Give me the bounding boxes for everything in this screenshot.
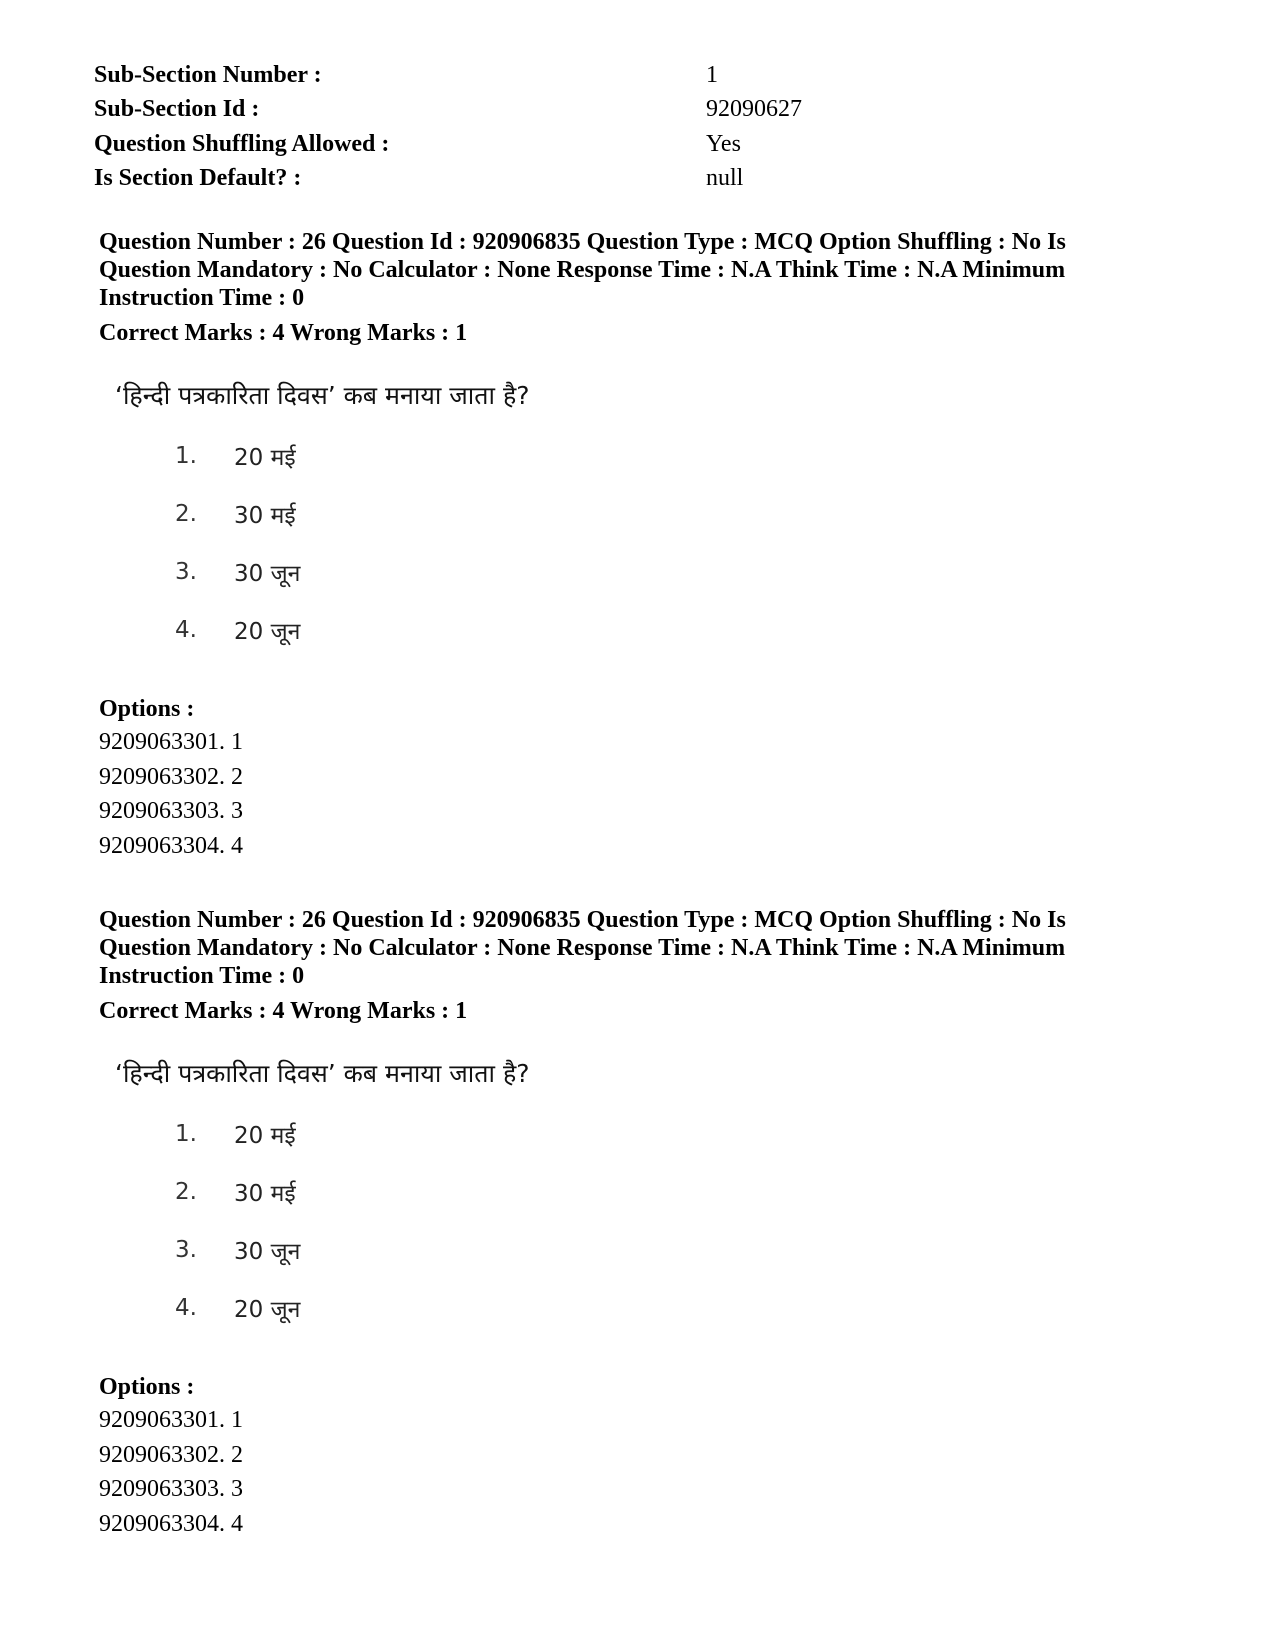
option-id-line: 9209063303. 3 <box>99 798 243 824</box>
choice-text: 20 मई <box>234 445 296 471</box>
question-marks: Correct Marks : 4 Wrong Marks : 1 <box>99 998 468 1024</box>
meta-row <box>94 127 814 162</box>
choice-number: 4. <box>175 1295 197 1321</box>
option-id-line: 9209063302. 2 <box>99 1441 243 1468</box>
choice-number: 3. <box>175 559 197 585</box>
choice-text: 30 जून <box>234 561 301 587</box>
choice-number: 3. <box>175 1237 197 1263</box>
choice-item <box>175 427 1139 485</box>
options-title: Options : <box>99 696 195 722</box>
choice-text: 20 मई <box>234 1123 296 1149</box>
meta-value: 92090627 <box>706 96 802 123</box>
choice-text: 30 मई <box>234 1181 296 1207</box>
choice-text: 20 जून <box>234 1297 301 1323</box>
option-id-line: 9209063301. 1 <box>99 729 243 755</box>
option-id-line: 9209063303. 3 <box>99 1476 243 1502</box>
choice-item <box>175 601 1139 659</box>
option-id-line: 9209063304. 4 <box>99 832 243 859</box>
meta-row <box>94 58 814 93</box>
meta-label: Sub-Section Id : <box>94 96 260 123</box>
question-header-line: Question Number : 26 Question Id : 920906835 Question Type : MCQ Option Shuffling : No Is <box>99 907 1066 933</box>
choice-number: 2. <box>175 1179 197 1205</box>
choice-item <box>175 1279 1139 1337</box>
question-header-line: Instruction Time : 0 <box>99 285 305 311</box>
meta-label: Sub-Section Number : <box>94 61 322 88</box>
choice-item <box>175 485 1139 543</box>
meta-row <box>94 162 814 197</box>
choice-list <box>175 427 1139 659</box>
choice-text: 20 जून <box>234 619 301 645</box>
section-meta-table <box>94 58 814 196</box>
question-header-line: Question Mandatory : No Calculator : None Response Time : N.A Think Time : N.A Minimum <box>99 935 1066 961</box>
choice-list <box>175 1105 1139 1337</box>
choice-number: 1. <box>175 443 197 469</box>
question-stem: ‘हिन्दी पत्रकारिता दिवस’ कब मनाया जाता है? <box>115 381 530 410</box>
option-id-line: 9209063304. 4 <box>99 1510 243 1537</box>
meta-label: Question Shuffling Allowed : <box>94 130 390 157</box>
meta-value: null <box>706 165 744 192</box>
question-stem: ‘हिन्दी पत्रकारिता दिवस’ कब मनाया जाता है? <box>115 1059 530 1088</box>
choice-number: 1. <box>175 1121 197 1147</box>
choice-text: 30 मई <box>234 503 296 529</box>
question-block <box>99 228 1139 863</box>
question-header-line: Question Number : 26 Question Id : 920906835 Question Type : MCQ Option Shuffling : No Is <box>99 229 1066 255</box>
option-id-line: 9209063302. 2 <box>99 763 243 790</box>
meta-label: Is Section Default? : <box>94 165 302 192</box>
choice-number: 2. <box>175 501 197 527</box>
meta-value: 1 <box>706 61 718 88</box>
choice-item <box>175 1221 1139 1279</box>
question-marks: Correct Marks : 4 Wrong Marks : 1 <box>99 320 468 346</box>
option-id-line: 9209063301. 1 <box>99 1407 243 1433</box>
choice-item <box>175 543 1139 601</box>
question-header <box>99 906 1139 990</box>
options-title: Options : <box>99 1374 195 1400</box>
choice-item <box>175 1163 1139 1221</box>
choice-number: 4. <box>175 617 197 643</box>
question-header <box>99 228 1139 312</box>
question-block <box>99 906 1139 1541</box>
choice-item <box>175 1105 1139 1163</box>
question-header-line: Question Mandatory : No Calculator : None Response Time : N.A Think Time : N.A Minimum <box>99 257 1066 283</box>
question-header-line: Instruction Time : 0 <box>99 963 305 989</box>
meta-value: Yes <box>706 130 741 157</box>
choice-text: 30 जून <box>234 1239 301 1265</box>
meta-row <box>94 93 814 128</box>
